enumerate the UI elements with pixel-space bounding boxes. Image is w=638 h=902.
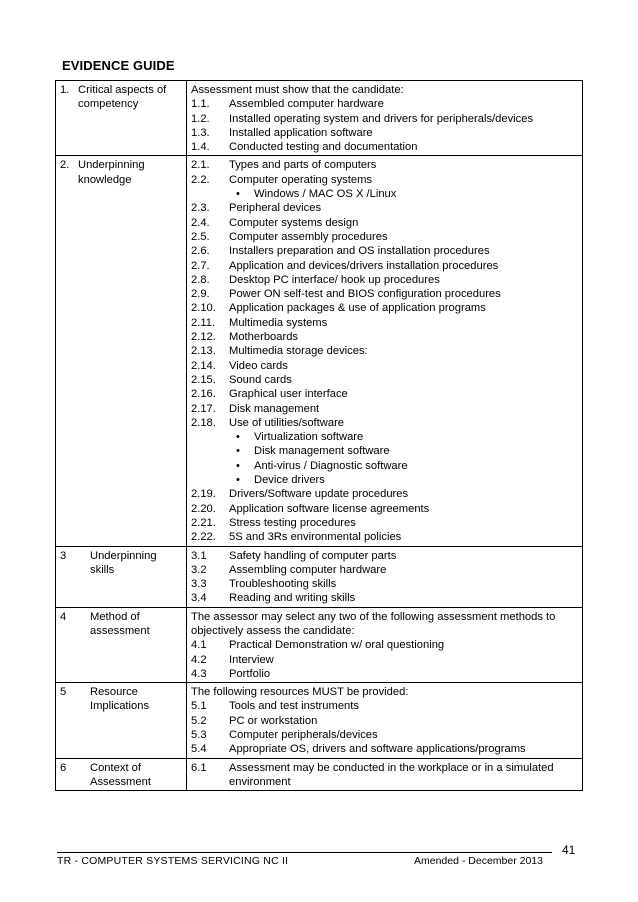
item-number: 1.4.	[191, 141, 210, 154]
bullet-icon: •	[236, 459, 240, 472]
bullet-text: Device drivers	[254, 474, 325, 487]
list-item	[191, 714, 578, 728]
list-item	[191, 244, 578, 258]
item-text: Reading and writing skills	[229, 592, 356, 605]
evidence-cell	[187, 156, 583, 546]
item-number: 2.1.	[191, 159, 210, 172]
item-number: 1.2.	[191, 112, 210, 125]
criteria-cell	[56, 683, 187, 758]
item-number: 2.13.	[191, 345, 216, 358]
list-item	[191, 301, 578, 315]
list-item	[191, 97, 578, 111]
criteria-text: Underpinning knowledge	[78, 159, 145, 186]
criteria-cell	[56, 546, 187, 607]
item-number: 4.2	[191, 653, 207, 666]
bullet-item	[191, 459, 578, 473]
criteria-label	[60, 610, 182, 639]
list-item	[191, 502, 578, 516]
table-row	[56, 546, 583, 607]
item-text: Multimedia storage devices:	[229, 345, 368, 358]
item-number: 2.14.	[191, 359, 216, 372]
item-number: 2.21.	[191, 516, 216, 529]
item-text: Computer systems design	[229, 216, 359, 229]
item-text: Video cards	[229, 359, 288, 372]
table-row	[56, 758, 583, 791]
list-item	[191, 173, 578, 187]
item-text: Power ON self-test and BIOS configuration procedures	[229, 288, 501, 301]
item-number: 1.1.	[191, 98, 210, 111]
bullet-icon: •	[236, 474, 240, 487]
evidence-cell	[187, 758, 583, 791]
item-text: Types and parts of computers	[229, 159, 377, 172]
item-text: 5S and 3Rs environmental policies	[229, 531, 402, 544]
list-item	[191, 359, 578, 373]
item-number: 2.19.	[191, 488, 216, 501]
item-number: 2.8.	[191, 273, 210, 286]
list-item	[191, 330, 578, 344]
item-text: Appropriate OS, drivers and software applications/programs	[229, 743, 526, 756]
list-item	[191, 516, 578, 530]
footer-divider	[57, 852, 552, 853]
list-item	[191, 344, 578, 358]
criteria-cell	[56, 156, 187, 546]
list-item	[191, 699, 578, 713]
bullet-text: Windows / MAC OS X /Linux	[254, 188, 397, 201]
bullet-text: Disk management software	[254, 445, 390, 458]
list-item	[191, 667, 578, 681]
evidence-cell	[187, 607, 583, 682]
criteria-label	[60, 549, 182, 578]
evidence-intro: The assessor may select any two of the following assessment methods to objectively assess the candidate:	[191, 610, 556, 637]
item-text: Practical Demonstration w/ oral questioning	[229, 639, 445, 652]
list-item	[191, 742, 578, 756]
bullet-item	[191, 444, 578, 458]
footer-document-title: TR - COMPUTER SYSTEMS SERVICING NC II	[57, 855, 289, 867]
item-text: Interview	[229, 653, 274, 666]
list-item	[191, 216, 578, 230]
list-item	[191, 273, 578, 287]
item-number: 3.4	[191, 592, 207, 605]
item-text: Assembling computer hardware	[229, 563, 387, 576]
criteria-cell	[56, 81, 187, 156]
bullet-icon: •	[236, 445, 240, 458]
item-text: Motherboards	[229, 331, 299, 344]
item-text: Installed operating system and drivers for peripherals/devices	[229, 112, 534, 125]
list-item	[191, 761, 578, 790]
item-number: 2.17.	[191, 402, 216, 415]
list-item	[191, 387, 578, 401]
item-text: PC or workstation	[229, 714, 318, 727]
list-item	[191, 728, 578, 742]
item-number: 2.15.	[191, 373, 216, 386]
item-text: Graphical user interface	[229, 388, 348, 401]
list-item	[191, 287, 578, 301]
item-number: 3.2	[191, 563, 207, 576]
list-item	[191, 638, 578, 652]
list-item	[191, 158, 578, 172]
list-item	[191, 316, 578, 330]
list-item	[191, 373, 578, 387]
evidence-cell	[187, 683, 583, 758]
item-number: 2.3.	[191, 202, 210, 215]
list-item	[191, 530, 578, 544]
item-number: 2.16.	[191, 388, 216, 401]
table-row	[56, 156, 583, 546]
item-number: 2.5.	[191, 230, 210, 243]
item-number: 5.3	[191, 729, 207, 742]
list-item	[191, 577, 578, 591]
item-text: Tools and test instruments	[229, 700, 359, 713]
item-text: Installers preparation and OS installation procedures	[229, 245, 490, 258]
list-item	[191, 563, 578, 577]
item-number: 2.10.	[191, 302, 216, 315]
list-item	[191, 487, 578, 501]
list-item	[191, 653, 578, 667]
criteria-label	[60, 685, 182, 714]
table-row	[56, 607, 583, 682]
criteria-text: Critical aspects of competency	[78, 84, 167, 111]
item-text: Portfolio	[229, 667, 271, 680]
criteria-cell	[56, 607, 187, 682]
item-number: 2.22.	[191, 531, 216, 544]
list-item	[191, 140, 578, 154]
list-item	[191, 126, 578, 140]
item-text: Safety handling of computer parts	[229, 549, 397, 562]
criteria-number: 5	[60, 686, 67, 699]
bullet-item	[191, 430, 578, 444]
item-text: Installed application software	[229, 126, 373, 139]
list-item	[191, 549, 578, 563]
item-text: Assembled computer hardware	[229, 98, 384, 111]
item-text: Application and devices/drivers installation procedures	[229, 259, 499, 272]
list-item	[191, 416, 578, 430]
item-text: Assessment may be conducted in the workplace or in a simulated environment	[229, 761, 554, 788]
criteria-number: 4	[60, 610, 67, 623]
item-number: 3.3	[191, 578, 207, 591]
item-text: Computer assembly procedures	[229, 230, 388, 243]
list-item	[191, 112, 578, 126]
item-number: 6.1	[191, 761, 207, 774]
item-number: 4.1	[191, 639, 207, 652]
table-row	[56, 683, 583, 758]
item-text: Multimedia systems	[229, 316, 328, 329]
table-row	[56, 81, 583, 156]
bullet-text: Anti-virus / Diagnostic software	[254, 459, 408, 472]
evidence-guide-table	[55, 80, 583, 791]
bullet-item	[191, 473, 578, 487]
item-number: 3.1	[191, 549, 207, 562]
item-text: Use of utilities/software	[229, 416, 345, 429]
bullet-icon: •	[236, 431, 240, 444]
item-text: Sound cards	[229, 373, 292, 386]
criteria-number: 6	[60, 761, 67, 774]
item-text: Troubleshooting skills	[229, 578, 337, 591]
evidence-intro: The following resources MUST be provided:	[191, 686, 409, 699]
item-text: Computer operating systems	[229, 173, 373, 186]
item-text: Peripheral devices	[229, 202, 322, 215]
criteria-number: 2.	[60, 159, 70, 172]
item-number: 4.3	[191, 667, 207, 680]
list-item	[191, 591, 578, 605]
item-text: Desktop PC interface/ hook up procedures	[229, 273, 440, 286]
item-text: Application packages & use of application programs	[229, 302, 486, 315]
criteria-text: Context of Assessment	[90, 761, 151, 788]
item-number: 2.9.	[191, 288, 210, 301]
item-text: Disk management	[229, 402, 320, 415]
item-number: 2.2.	[191, 173, 210, 186]
item-number: 2.18.	[191, 416, 216, 429]
criteria-text: Resource Implications	[90, 686, 150, 713]
item-text: Application software license agreements	[229, 502, 430, 515]
item-number: 2.20.	[191, 502, 216, 515]
criteria-label	[60, 158, 182, 187]
bullet-text: Virtualization software	[254, 431, 364, 444]
criteria-text: Method of assessment	[90, 610, 150, 637]
item-number: 5.1	[191, 700, 207, 713]
criteria-number: 3	[60, 549, 67, 562]
criteria-label	[60, 83, 182, 112]
evidence-cell	[187, 546, 583, 607]
criteria-number: 1.	[60, 84, 70, 96]
evidence-intro: Assessment must show that the candidate:	[191, 84, 404, 96]
item-text: Computer peripherals/devices	[229, 729, 378, 742]
item-text: Conducted testing and documentation	[229, 141, 418, 154]
evidence-cell	[187, 81, 583, 156]
criteria-label	[60, 761, 182, 790]
bullet-item	[191, 187, 578, 201]
criteria-cell	[56, 758, 187, 791]
item-number: 1.3.	[191, 126, 210, 139]
item-number: 2.11.	[191, 316, 216, 329]
item-number: 5.4	[191, 743, 207, 756]
list-item	[191, 259, 578, 273]
item-number: 2.4.	[191, 216, 210, 229]
list-item	[191, 230, 578, 244]
item-text: Stress testing procedures	[229, 516, 356, 529]
page-number: 41	[562, 843, 576, 857]
item-number: 2.7.	[191, 259, 210, 272]
item-number: 2.12.	[191, 331, 216, 344]
criteria-text: Underpinning skills	[90, 549, 157, 576]
bullet-icon: •	[236, 188, 240, 201]
footer-amended-date: Amended - December 2013	[414, 855, 543, 867]
item-text: Drivers/Software update procedures	[229, 488, 409, 501]
item-number: 2.6.	[191, 245, 210, 258]
item-number: 5.2	[191, 714, 207, 727]
list-item	[191, 201, 578, 215]
page-title: EVIDENCE GUIDE	[62, 58, 175, 73]
list-item	[191, 402, 578, 416]
